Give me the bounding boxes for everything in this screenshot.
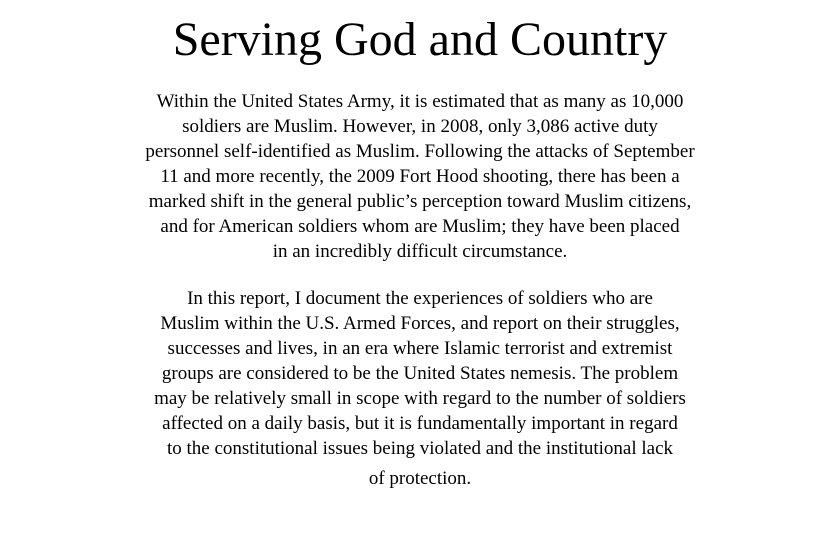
paragraph-line: in an incredibly difficult circumstance. (272, 241, 568, 262)
paragraph-line: In this report, I document the experiences of soldiers who are (187, 288, 653, 309)
paragraph-line: of protection. (368, 468, 472, 489)
paragraph-line: successes and lives, in an era where Islamic terrorist and extremist (167, 338, 673, 359)
page-title: Serving God and Country (172, 13, 668, 66)
paragraph-line: soldiers are Muslim. However, in 2008, only 3,086 active duty (182, 116, 658, 137)
paragraph-line: to the constitutional issues being violated and the institutional lack (166, 438, 674, 459)
paragraph-line: marked shift in the general public’s perception toward Muslim citizens, (148, 191, 692, 212)
paragraph-line: and for American soldiers whom are Muslim; they have been placed (160, 216, 680, 237)
paragraph-line: groups are considered to be the United States nemesis. The problem (161, 363, 679, 384)
paragraph-line: may be relatively small in scope with regard to the number of soldiers (154, 388, 686, 409)
paragraph-line: personnel self-identified as Muslim. Following the attacks of September (145, 141, 695, 162)
paragraph-line: affected on a daily basis, but it is fundamentally important in regard (162, 413, 678, 434)
paragraph-line: 11 and more recently, the 2009 Fort Hood shooting, there has been a (160, 166, 680, 187)
paragraph-2 (0, 286, 840, 491)
paragraph-line: Muslim within the U.S. Armed Forces, and report on their struggles, (160, 313, 680, 334)
paragraph-1 (0, 89, 840, 264)
paragraph-line: Within the United States Army, it is estimated that as many as 10,000 (156, 91, 684, 112)
